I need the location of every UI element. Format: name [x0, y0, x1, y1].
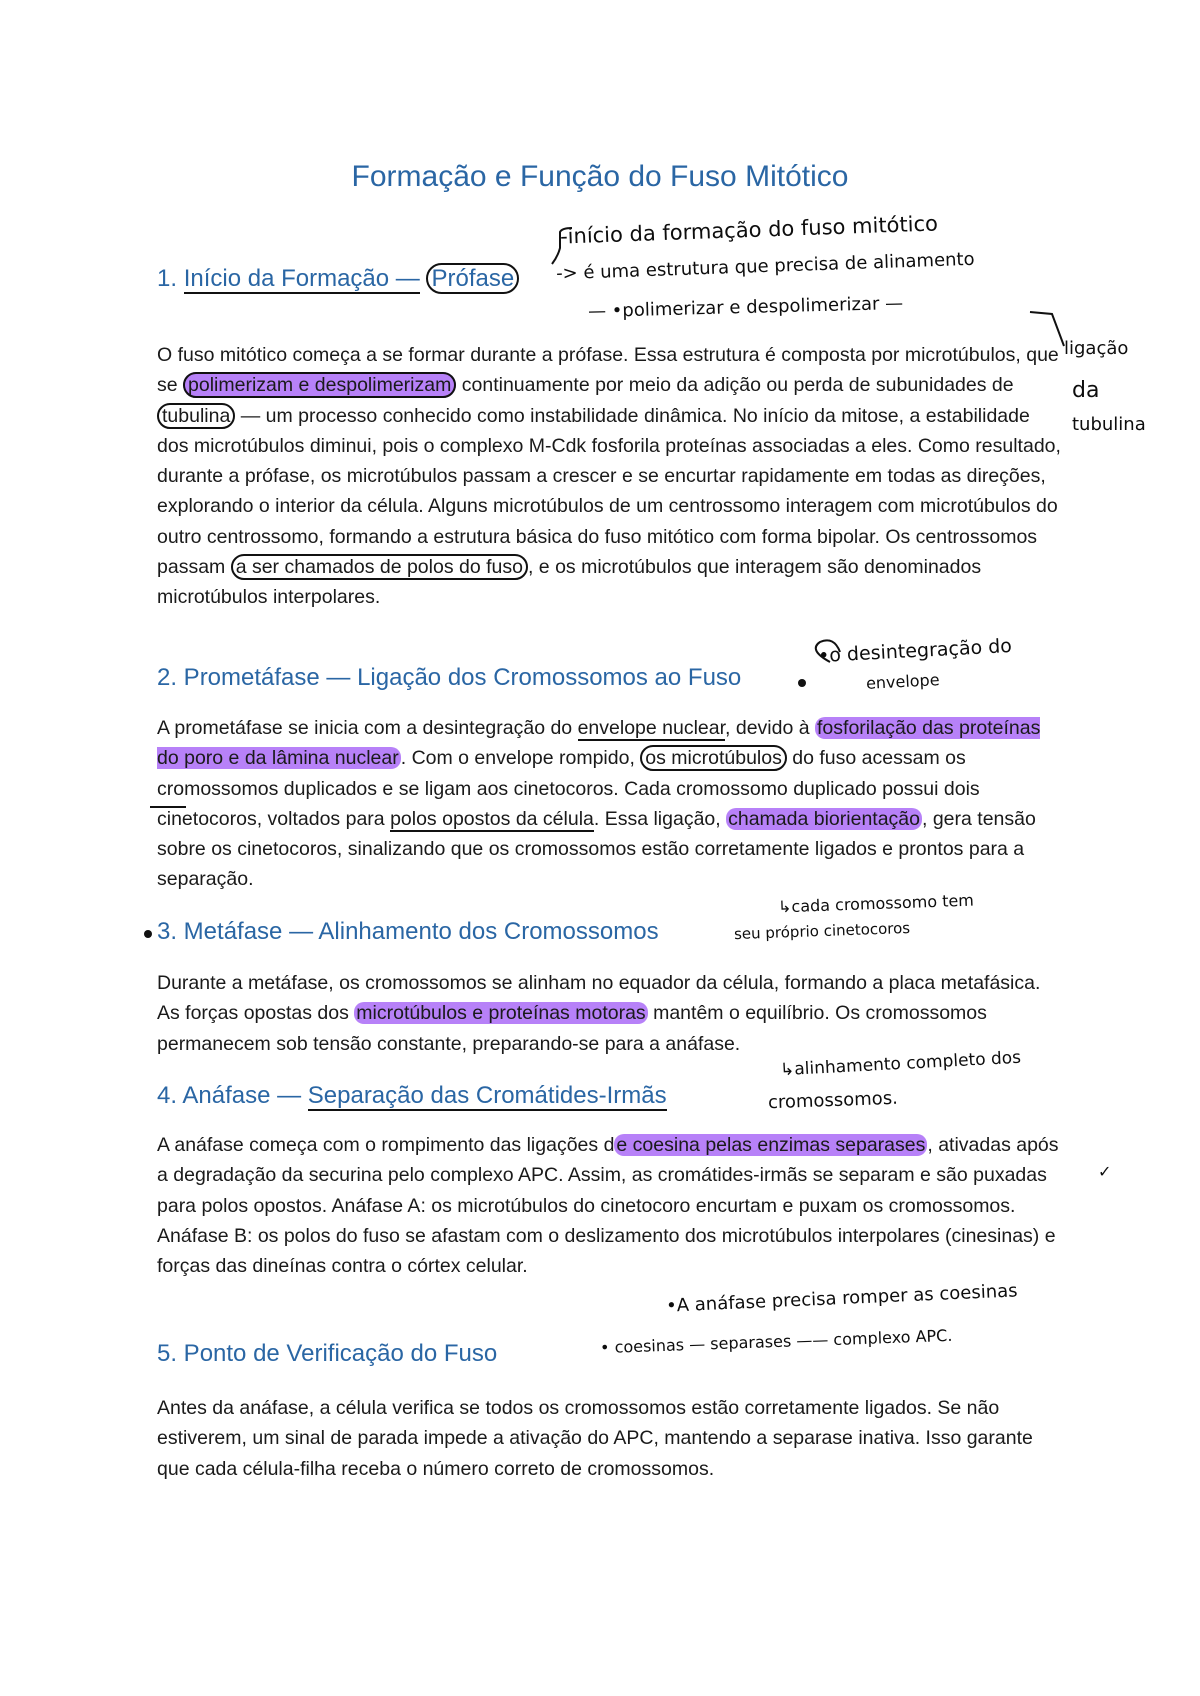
s2-text-f: , gera tensão sobre os cinetocoros, sinalizando que os cromossomos estão corretamente ligados e prontos para a separação.	[157, 807, 1036, 891]
section-3-heading: 3. Metáfase — Alinhamento dos Cromossomos	[157, 918, 659, 945]
handwritten-note-4-line-1: ↳alinhamento completo dos	[779, 1047, 1022, 1081]
s2-underlined: envelope nuclear	[577, 717, 726, 739]
handwritten-note-3-line-2: seu próprio cinetocoros	[733, 918, 911, 944]
s4-text-b: , ativadas após a degradação da securina pelo complexo APC. Assim, as cromátides-irmãs se separam e são puxadas para polos opostos. Anáfase A: os microtúbulos do cinetocoro encurtam e puxam os cromossomos. Anáfase B: os polos do fuso se afastam com o deslizamento dos microtúbulos interpolares (cinesinas) e forças das dineínas contra o córtex celular.	[157, 1134, 1059, 1278]
s3-highlight: microtúbulos e proteínas motoras	[356, 1002, 646, 1025]
s2-highlight: fosforilação das proteínas do poro e da lâmina nuclear	[157, 717, 1041, 770]
bullet-dot-2	[144, 930, 152, 938]
section-4-number: 4. Anáfase —	[157, 1082, 308, 1109]
section-4-heading-underlined: Separação das Cromátides-Irmãs	[307, 1082, 667, 1109]
handwritten-note-1-side-3: tubulina	[1072, 414, 1146, 435]
section-2-paragraph	[157, 713, 1062, 895]
s1-text-c: — um processo conhecido como instabilidade dinâmica. No início da mitose, a estabilidade dos microtúbulos diminui, pois o complexo M-Cdk fosforila proteínas associadas a eles. Como resultado, durante a prófase, os microtúbulos passam a crescer e se encurtar rapidamente em todas as direções, explorando o interior da célula. Alguns microtúbulos de um centrossomo interagem com microtúbulos do outro centrossomo, formando a estrutura básica do fuso mitótico com forma bipolar. Os centrossomos passam	[157, 404, 1061, 579]
s1-text-d: , e os microtúbulos que interagem são denominados microtúbulos interpolares.	[157, 556, 982, 609]
handwritten-note-1-line-1: -início da formação do fuso mitótico	[559, 211, 939, 249]
handwritten-note-2-line-2: envelope	[865, 670, 940, 693]
section-5-heading: 5. Ponto de Verificação do Fuso	[157, 1340, 498, 1367]
s1-circled-2: a ser chamados de polos do fuso	[231, 554, 528, 580]
bullet-dot-1	[798, 679, 806, 687]
s4-text-a: A anáfase começa com o rompimento das ligações d	[157, 1134, 615, 1156]
section-1-number: 1.	[157, 265, 184, 292]
s3-text-b: mantêm o equilíbrio. Os cromossomos permanecem sob tensão constante, preparando-se para a anáfase.	[157, 1002, 987, 1055]
handwritten-note-5-line-1: •A anáfase precisa romper as coesinas	[665, 1280, 1018, 1317]
handwritten-note-3-line-1: ↳cada cromossomo tem	[777, 890, 975, 917]
s4-highlight: e coesina pelas enzimas separases	[616, 1134, 926, 1156]
document-title: Formação e Função do Fuso Mitótico	[351, 160, 849, 193]
handwritten-note-1-side-2: da	[1072, 378, 1100, 403]
section-1-heading-circled: Prófase	[426, 263, 519, 294]
s2-text-d: do fuso acessam os cromossomos duplicados e se ligam aos cinetocoros. Cada cromossomo duplicado possui dois cinetocoros, voltados para	[157, 747, 980, 830]
section-3-paragraph	[157, 968, 1062, 1059]
handwritten-note-1-line-3: — •polimerizar e despolimerizar —	[587, 292, 904, 323]
section-1-heading	[157, 265, 519, 293]
handwritten-note-2-line-1: •o desintegração do	[817, 634, 1013, 668]
handwritten-note-1-line-2: -> é uma estrutura que precisa de alinamento	[555, 248, 975, 285]
s2-text-a: A prometáfase se inicia com a desintegração do	[157, 717, 578, 739]
s2-text-b: , devido à	[725, 717, 816, 739]
s1-text-a: O fuso mitótico começa a se formar durante a prófase. Essa estrutura é composta por microtúbulos, que se	[157, 344, 1059, 397]
section-1-heading-main: Início da Formação —	[183, 265, 420, 292]
s2-text-e: . Essa ligação,	[593, 807, 727, 830]
s1-text-b: continuamente por meio da adição ou perda de subunidades de	[456, 374, 1014, 397]
section-4-paragraph	[157, 1130, 1062, 1281]
handwritten-note-1-side-1: ligação	[1064, 338, 1129, 359]
s3-text-a: Durante a metáfase, os cromossomos se alinham no equador da célula, formando a placa metafásica. As forças opostas dos	[157, 972, 1041, 1025]
handwritten-note-4-line-2: cromossomos.	[767, 1087, 899, 1114]
s2-text-c: . Com o envelope rompido,	[400, 747, 641, 770]
s2-circled: os microtúbulos	[640, 745, 787, 771]
section-4-heading	[157, 1082, 667, 1110]
s1-circled: tubulina	[157, 403, 235, 429]
s2-underlined-2: polos opostos da célula	[390, 807, 594, 830]
s2-highlight-2: chamada biorientação	[728, 807, 920, 830]
handwritten-tick-mark: ✓	[1098, 1162, 1112, 1181]
section-5-paragraph: Antes da anáfase, a célula verifica se todos os cromossomos estão corretamente ligados. Se não estiverem, um sinal de parada impede a ativação do APC, mantendo a separase inativa. Isso garante que cada célula-filha receba o número correto de cromossomos.	[157, 1397, 1033, 1480]
s1-highlight: polimerizam e despolimerizam	[183, 372, 456, 398]
handwritten-note-5-line-2: • coesinas — separases —— complexo APC.	[599, 1325, 953, 1358]
section-2-heading: 2. Prometáfase — Ligação dos Cromossomos ao Fuso	[157, 664, 742, 691]
section-1-paragraph	[157, 340, 1062, 613]
